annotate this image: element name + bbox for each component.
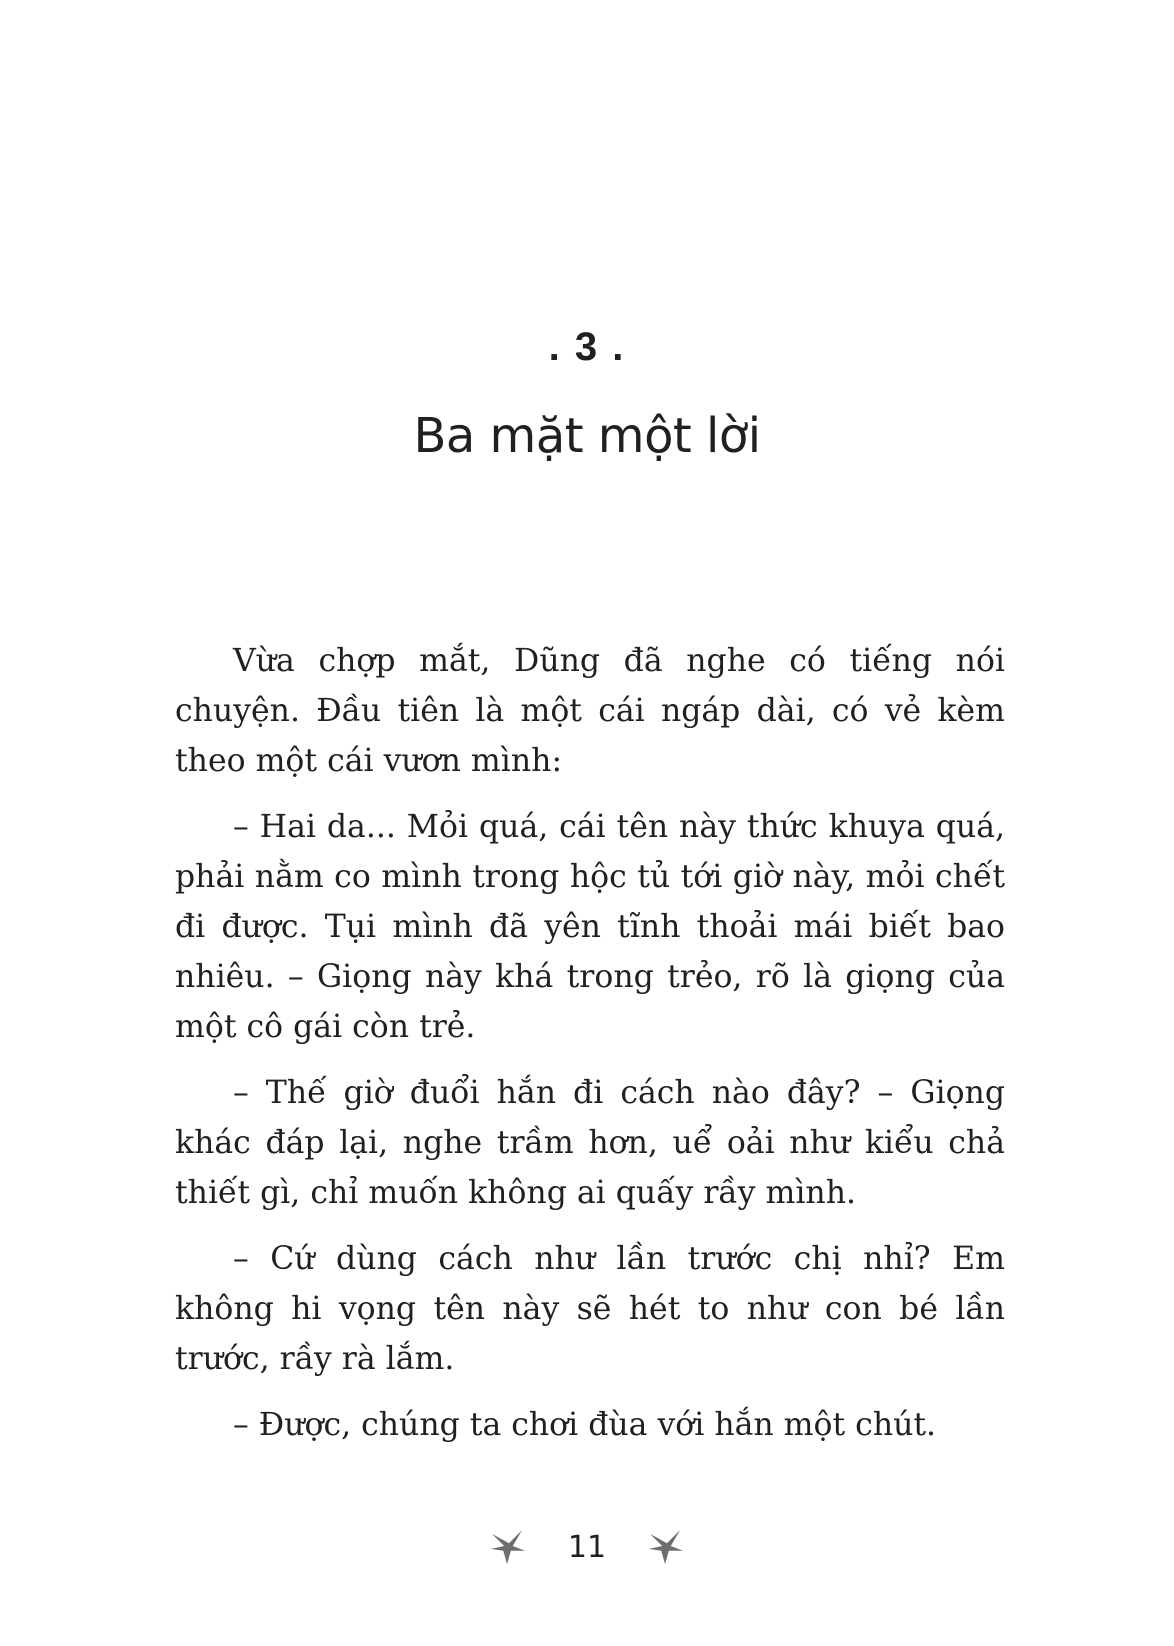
chapter-body xyxy=(175,636,1005,1466)
page-number: 11 xyxy=(567,1529,607,1565)
page-footer xyxy=(0,1522,1174,1572)
paragraph: Vừa chợp mắt, Dũng đã nghe có tiếng nói chuyện. Đầu tiên là một cái ngáp dài, có vẻ kèm theo một cái vươn mình: xyxy=(175,643,1005,779)
paragraph: – Thế giờ đuổi hắn đi cách nào đây? – Giọng khác đáp lại, nghe trầm hơn, uể oải như kiểu chả thiết gì, chỉ muốn không ai quấy rầy mình. xyxy=(175,1075,1005,1211)
paragraph: – Hai da... Mỏi quá, cái tên này thức khuya quá, phải nằm co mình trong hộc tủ tới giờ này, mỏi chết đi được. Tụi mình đã yên tĩnh thoải mái biết bao nhiêu. – Giọng này khá trong trẻo, rõ là giọng của một cô gái còn trẻ. xyxy=(175,809,1005,1045)
chapter-number: . 3 . xyxy=(548,325,626,369)
paragraph: – Cứ dùng cách như lần trước chị nhỉ? Em không hi vọng tên này sẽ hét to như con bé lần trước, rầy rà lắm. xyxy=(175,1241,1005,1377)
star-icon xyxy=(489,1528,527,1566)
chapter-title: Ba mặt một lời xyxy=(413,408,761,464)
paragraph: – Được, chúng ta chơi đùa với hắn một chút. xyxy=(233,1407,937,1443)
star-icon xyxy=(647,1528,685,1566)
